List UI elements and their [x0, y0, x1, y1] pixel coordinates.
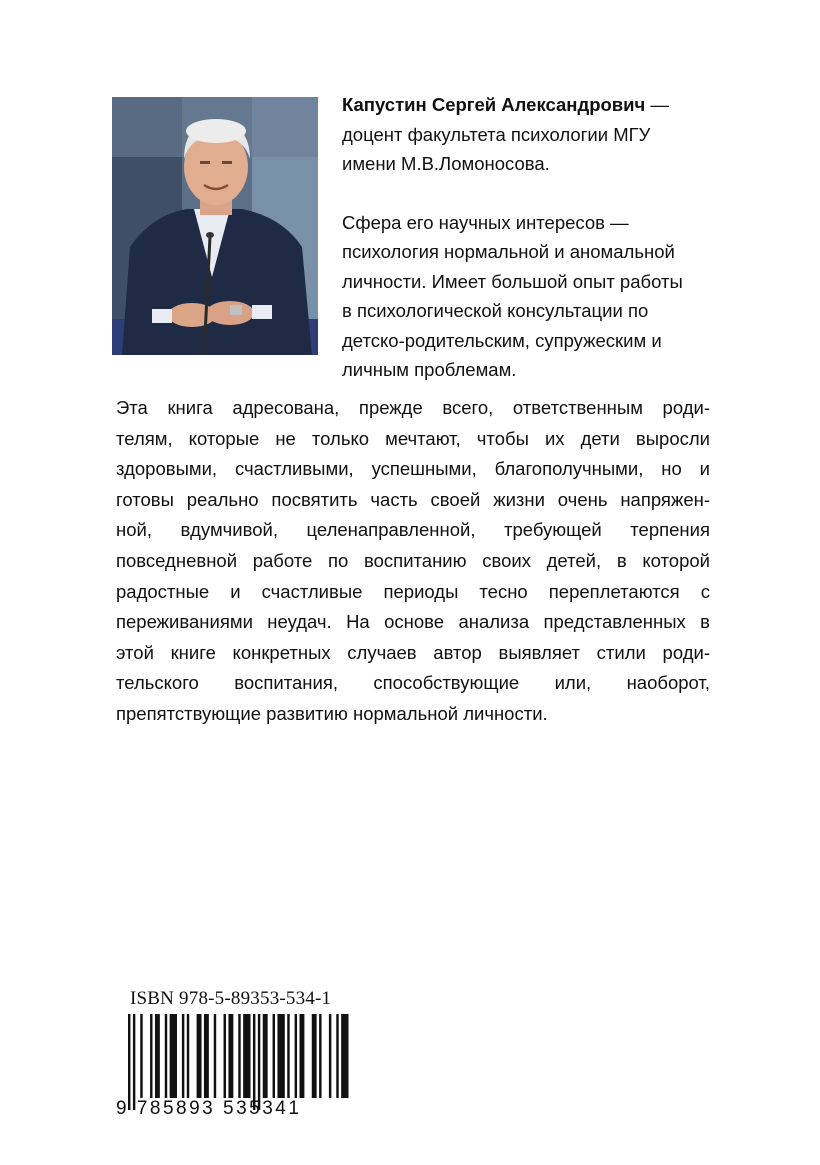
barcode-bar — [253, 1014, 255, 1110]
book-description — [116, 393, 710, 730]
description-line: этой книге конкретных случаев автор выявляет стили роди- — [116, 641, 710, 663]
interests-line-1: Сфера его научных интересов — — [342, 211, 629, 233]
barcode-bar — [133, 1014, 135, 1110]
interests-line-5: детско-родительским, супружеским и — [342, 329, 662, 351]
barcode-bar — [128, 1014, 130, 1110]
description-line: радостные и счастливые периоды тесно переплетаются с — [116, 580, 710, 602]
interests-line-6: личным проблемам. — [342, 359, 517, 380]
barcode-bar — [197, 1014, 202, 1098]
description-line: повседневной работе по воспитанию своих детей, в которой — [116, 549, 710, 571]
description-line: готовы реально посвятить часть своей жизни очень напряжен- — [116, 488, 710, 510]
barcode-bar — [336, 1014, 338, 1098]
barcode-bar — [319, 1014, 321, 1098]
isbn-label: ISBN 978-5-89353-534-1 — [130, 988, 332, 1009]
interests-line-3: личности. Имеет большой опыт работы — [342, 270, 683, 292]
barcode-bar — [258, 1014, 260, 1110]
barcode-bar — [155, 1014, 160, 1098]
description-line: ной, вдумчивой, целенаправленной, требующей терпения — [116, 519, 710, 541]
description-line: препятствующие развитию нормальной личности. — [116, 702, 548, 724]
author-line-1 — [342, 90, 742, 120]
barcode-bar — [295, 1014, 297, 1098]
barcode-bar — [263, 1014, 268, 1098]
interests-line-4: в психологической консультации по — [342, 300, 649, 321]
barcode-bar — [312, 1014, 317, 1098]
barcode-bar — [204, 1014, 209, 1098]
barcode-bar — [182, 1014, 184, 1098]
description-line: телям, которые не только мечтают, чтобы их дети выросли — [116, 427, 710, 449]
barcode-bar — [150, 1014, 152, 1098]
author-photo — [112, 97, 318, 355]
barcode-bar — [224, 1014, 226, 1098]
barcode-bar — [170, 1014, 177, 1098]
interests-line-2: психология нормальной и аномальной — [342, 241, 675, 262]
barcode-bar — [273, 1014, 275, 1098]
author-dash: — — [645, 94, 669, 115]
barcode-bar — [243, 1014, 250, 1098]
author-line-2: доцент факультета психологии МГУ — [342, 123, 651, 145]
barcode-digits: 9 785893 535341 — [116, 1098, 302, 1119]
barcode-bar — [300, 1014, 305, 1098]
description-line: Эта книга адресована, прежде всего, ответственным роди- — [116, 397, 710, 418]
barcode-bar — [287, 1014, 289, 1098]
author-info — [342, 90, 742, 385]
description-line: здоровыми, счастливыми, успешными, благополучными, но и — [116, 458, 710, 480]
barcode-bar — [277, 1014, 284, 1098]
barcode-bar — [329, 1014, 331, 1098]
description-line: тельского воспитания, способствующие или, наоборот, — [116, 672, 710, 694]
barcode-bar — [228, 1014, 233, 1098]
barcode-bar — [341, 1014, 348, 1098]
description-line: переживаниями неудач. На основе анализа представленных в — [116, 611, 710, 633]
author-line-3: имени М.В.Ломоносова. — [342, 153, 550, 174]
author-name: Капустин Сергей Александрович — [342, 94, 646, 115]
barcode-bar — [165, 1014, 167, 1098]
barcode-bar — [140, 1014, 142, 1098]
barcode-bar — [214, 1014, 216, 1098]
barcode-bar — [187, 1014, 189, 1098]
barcode-bar — [238, 1014, 240, 1098]
